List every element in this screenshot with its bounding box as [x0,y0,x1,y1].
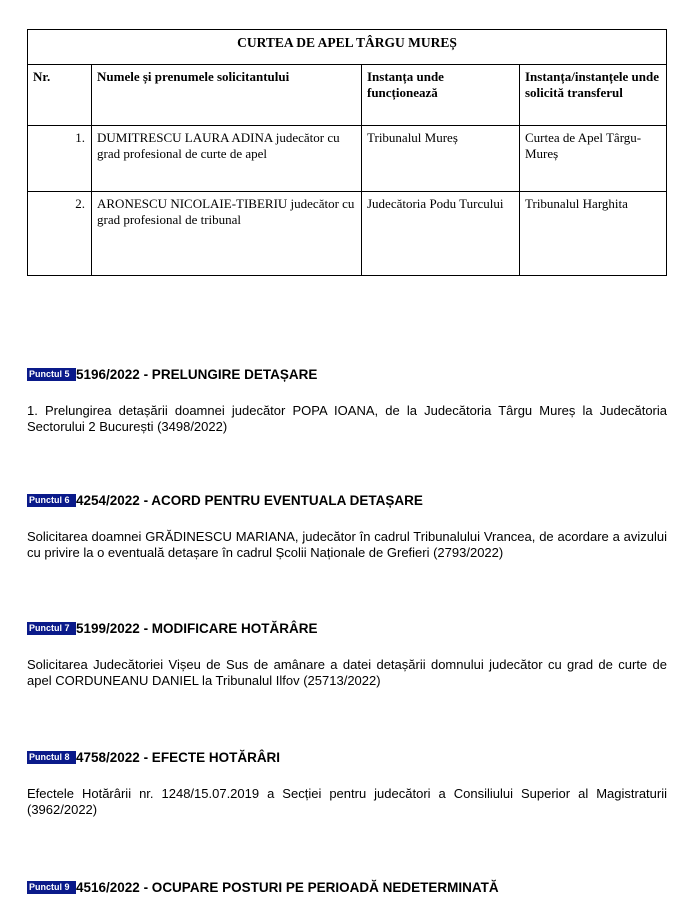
agenda-item [27,748,667,818]
agenda-body: 1. Prelungirea detașării doamnei judecător POPA IOANA, de la Judecătoria Târgu Mureș la Judecătoria Sectorului 2 București (3498/2022) [27,403,667,434]
header-target-court: Instanța/instanțele unde solicită transferul [520,65,667,126]
agenda-heading [27,619,667,637]
table-title: CURTEA DE APEL TÂRGU MUREȘ [28,30,667,65]
agenda-title: 4254/2022 - ACORD PENTRU EVENTUALA DETAȘARE [76,492,423,508]
applicant-name: ARONESCU NICOLAIE-TIBERIU judecător cu grad profesional de tribunal [92,192,362,276]
agenda-title: 5196/2022 - PRELUNGIRE DETAȘARE [76,366,318,382]
item-badge: Punctul 5 [27,368,76,381]
header-name: Numele și prenumele solicitantului [92,65,362,126]
table-row [28,126,667,192]
agenda-title: 4516/2022 - OCUPARE POSTURI PE PERIOADĂ NEDETERMINATĂ [76,879,499,895]
agenda-heading [27,878,667,896]
item-badge: Punctul 8 [27,751,76,764]
agenda-body: Efectele Hotărârii nr. 1248/15.07.2019 a Secției pentru judecători a Consiliului Superior al Magistraturii (3962/2022) [27,786,667,817]
agenda-body: Solicitarea Judecătoriei Vișeu de Sus de amânare a datei detașării domnului judecător cu grad de curte de apel CORDUNEANU DANIEL la Tribunalul Ilfov (25713/2022) [27,657,667,688]
agenda-title: 5199/2022 - MODIFICARE HOTĂRÂRE [76,620,318,636]
row-number: 1. [28,126,92,192]
target-court: Tribunalul Harghita [520,192,667,276]
agenda-title: 4758/2022 - EFECTE HOTĂRÂRI [76,749,281,765]
agenda-heading [27,491,667,509]
agenda-item [27,878,667,896]
agenda-body: Solicitarea doamnei GRĂDINESCU MARIANA, judecător în cadrul Tribunalului Vrancea, de acordare a avizului cu privire la o eventuală detașare în cadrul Școlii Naționale de Grefieri (2793/2022) [27,529,667,560]
header-current-court: Instanța unde funcționează [362,65,520,126]
item-badge: Punctul 9 [27,881,76,894]
transfer-requests-table [27,29,667,276]
row-number: 2. [28,192,92,276]
agenda-heading [27,748,667,766]
table-row [28,192,667,276]
current-court: Tribunalul Mureș [362,126,520,192]
target-court: Curtea de Apel Târgu-Mureș [520,126,667,192]
header-nr: Nr. [28,65,92,126]
agenda-item [27,491,667,561]
current-court: Judecătoria Podu Turcului [362,192,520,276]
applicant-name: DUMITRESCU LAURA ADINA judecător cu grad profesional de curte de apel [92,126,362,192]
item-badge: Punctul 6 [27,494,76,507]
agenda-item [27,365,667,435]
agenda-item [27,619,667,689]
item-badge: Punctul 7 [27,622,76,635]
agenda-heading [27,365,667,383]
